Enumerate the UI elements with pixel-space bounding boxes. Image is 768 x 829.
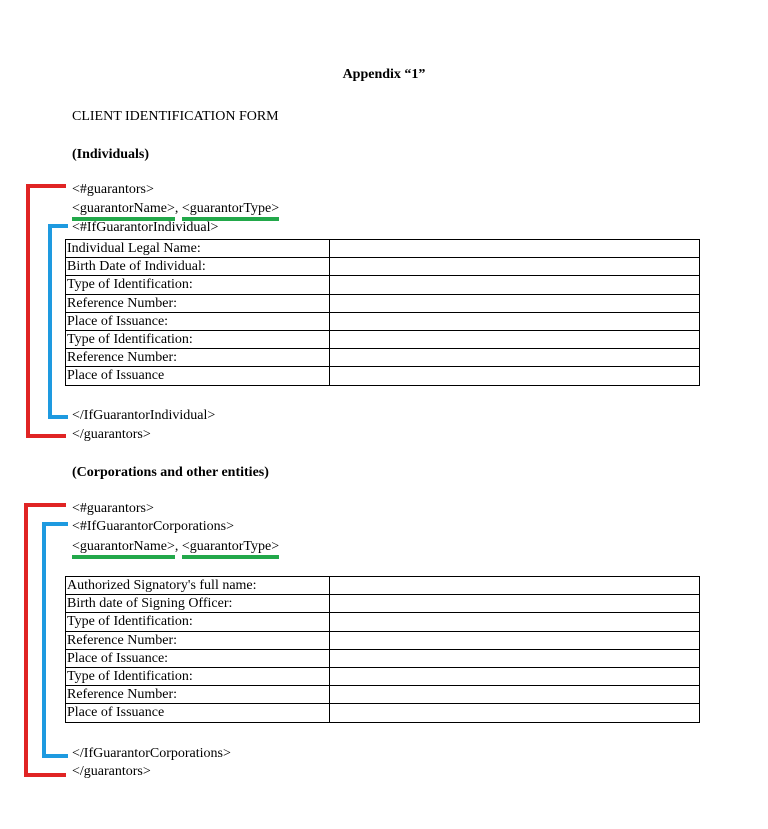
- row-value[interactable]: [330, 577, 700, 595]
- form-title: CLIENT IDENTIFICATION FORM: [72, 109, 279, 124]
- individuals-if-open-tag: <#IfGuarantorIndividual>: [72, 220, 219, 235]
- table-row: [66, 330, 700, 348]
- table-row: [66, 595, 700, 613]
- table-row: [66, 577, 700, 595]
- corporations-guarantor-name-field: <guarantorName>: [72, 540, 175, 559]
- table-row: [66, 367, 700, 385]
- individuals-field-line: [72, 202, 279, 221]
- table-row: [66, 704, 700, 722]
- table-row: [66, 294, 700, 312]
- row-label: Type of Identification:: [66, 276, 330, 294]
- individuals-field-separator: ,: [174, 201, 179, 216]
- row-value[interactable]: [330, 686, 700, 704]
- row-label: Reference Number:: [66, 686, 330, 704]
- table-row: [66, 276, 700, 294]
- row-label: Reference Number:: [66, 349, 330, 367]
- row-label: Type of Identification:: [66, 330, 330, 348]
- row-label: Individual Legal Name:: [66, 240, 330, 258]
- row-value[interactable]: [330, 595, 700, 613]
- row-value[interactable]: [330, 330, 700, 348]
- individuals-guarantors-close-tag: </guarantors>: [72, 427, 151, 442]
- table-row: [66, 649, 700, 667]
- individuals-if-close-tag: </IfGuarantorIndividual>: [72, 408, 216, 423]
- row-value[interactable]: [330, 312, 700, 330]
- table-row: [66, 312, 700, 330]
- row-label: Authorized Signatory's full name:: [66, 577, 330, 595]
- appendix-title: Appendix “1”: [342, 67, 426, 82]
- row-value[interactable]: [330, 276, 700, 294]
- corporations-if-open-tag: <#IfGuarantorCorporations>: [72, 519, 234, 534]
- row-label: Birth date of Signing Officer:: [66, 595, 330, 613]
- individuals-guarantors-open-tag: <#guarantors>: [72, 182, 154, 197]
- corporations-field-separator: ,: [174, 539, 179, 554]
- row-label: Place of Issuance:: [66, 649, 330, 667]
- corporations-field-line: [72, 540, 279, 559]
- table-row: [66, 240, 700, 258]
- corporations-if-close-tag: </IfGuarantorCorporations>: [72, 746, 231, 761]
- row-value[interactable]: [330, 349, 700, 367]
- row-label: Place of Issuance: [66, 704, 330, 722]
- table-row: [66, 686, 700, 704]
- individuals-guarantor-name-field: <guarantorName>: [72, 202, 175, 221]
- row-value[interactable]: [330, 258, 700, 276]
- row-label: Type of Identification:: [66, 613, 330, 631]
- table-row: [66, 613, 700, 631]
- individuals-table: [65, 239, 700, 386]
- row-value[interactable]: [330, 667, 700, 685]
- table-row: [66, 349, 700, 367]
- corporations-guarantors-close-tag: </guarantors>: [72, 764, 151, 779]
- row-label: Type of Identification:: [66, 667, 330, 685]
- row-value[interactable]: [330, 240, 700, 258]
- corporations-guarantor-type-field: <guarantorType>: [182, 540, 279, 559]
- individuals-guarantor-type-field: <guarantorType>: [182, 202, 279, 221]
- table-row: [66, 258, 700, 276]
- row-label: Place of Issuance: [66, 367, 330, 385]
- table-row: [66, 631, 700, 649]
- corporations-guarantors-open-tag: <#guarantors>: [72, 501, 154, 516]
- row-label: Birth Date of Individual:: [66, 258, 330, 276]
- table-row: [66, 667, 700, 685]
- corporations-heading: (Corporations and other entities): [72, 465, 269, 480]
- row-label: Place of Issuance:: [66, 312, 330, 330]
- row-value[interactable]: [330, 613, 700, 631]
- row-value[interactable]: [330, 649, 700, 667]
- row-value[interactable]: [330, 294, 700, 312]
- row-value[interactable]: [330, 704, 700, 722]
- individuals-heading: (Individuals): [72, 147, 150, 162]
- row-value[interactable]: [330, 367, 700, 385]
- row-label: Reference Number:: [66, 631, 330, 649]
- corporations-table: [65, 576, 700, 723]
- row-value[interactable]: [330, 631, 700, 649]
- row-label: Reference Number:: [66, 294, 330, 312]
